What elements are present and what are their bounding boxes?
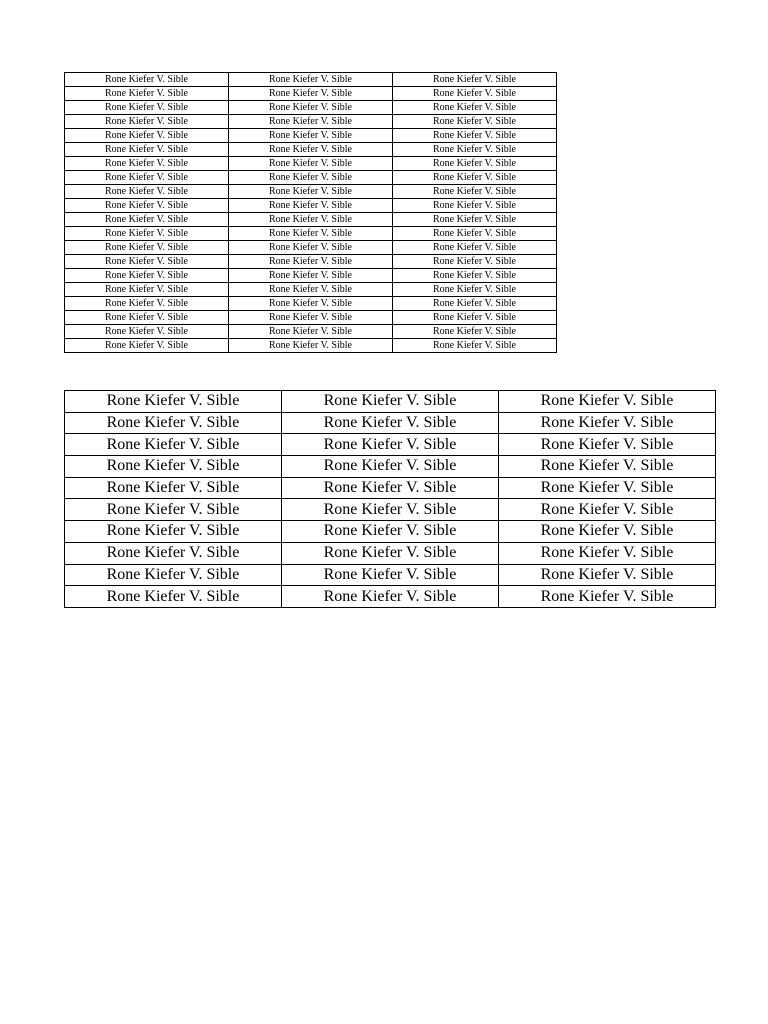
table-cell: Rone Kiefer V. Sible <box>282 499 499 521</box>
table-cell: Rone Kiefer V. Sible <box>65 564 282 586</box>
table-row <box>65 101 557 115</box>
table-row <box>65 255 557 269</box>
table-row <box>65 564 716 586</box>
table-cell: Rone Kiefer V. Sible <box>282 542 499 564</box>
table-cell: Rone Kiefer V. Sible <box>65 521 282 543</box>
table-cell: Rone Kiefer V. Sible <box>229 143 393 157</box>
table-cell: Rone Kiefer V. Sible <box>229 213 393 227</box>
table-cell: Rone Kiefer V. Sible <box>393 143 557 157</box>
table-cell: Rone Kiefer V. Sible <box>229 339 393 353</box>
table-cell: Rone Kiefer V. Sible <box>393 213 557 227</box>
table-row <box>65 87 557 101</box>
table-row <box>65 434 716 456</box>
table-cell: Rone Kiefer V. Sible <box>229 129 393 143</box>
table-row <box>65 213 557 227</box>
table-row <box>65 391 716 413</box>
table-cell: Rone Kiefer V. Sible <box>393 73 557 87</box>
table-row <box>65 143 557 157</box>
table-cell: Rone Kiefer V. Sible <box>65 171 229 185</box>
table-row <box>65 129 557 143</box>
table-row <box>65 586 716 608</box>
small-name-table <box>64 72 557 353</box>
table-cell: Rone Kiefer V. Sible <box>393 157 557 171</box>
table-cell: Rone Kiefer V. Sible <box>282 564 499 586</box>
large-name-table-body <box>65 391 716 608</box>
table-cell: Rone Kiefer V. Sible <box>65 325 229 339</box>
table-cell: Rone Kiefer V. Sible <box>282 586 499 608</box>
table-cell: Rone Kiefer V. Sible <box>229 157 393 171</box>
table-cell: Rone Kiefer V. Sible <box>499 499 716 521</box>
table-row <box>65 412 716 434</box>
small-name-table-body <box>65 73 557 353</box>
table-cell: Rone Kiefer V. Sible <box>229 185 393 199</box>
table-cell: Rone Kiefer V. Sible <box>393 297 557 311</box>
table-cell: Rone Kiefer V. Sible <box>229 311 393 325</box>
table-row <box>65 115 557 129</box>
table-cell: Rone Kiefer V. Sible <box>65 143 229 157</box>
table-cell: Rone Kiefer V. Sible <box>282 434 499 456</box>
table-row <box>65 456 716 478</box>
table-row <box>65 241 557 255</box>
table-cell: Rone Kiefer V. Sible <box>229 101 393 115</box>
table-cell: Rone Kiefer V. Sible <box>65 241 229 255</box>
table-row <box>65 269 557 283</box>
table-cell: Rone Kiefer V. Sible <box>499 477 716 499</box>
table-cell: Rone Kiefer V. Sible <box>65 115 229 129</box>
table-cell: Rone Kiefer V. Sible <box>229 171 393 185</box>
table-cell: Rone Kiefer V. Sible <box>229 269 393 283</box>
table-cell: Rone Kiefer V. Sible <box>393 255 557 269</box>
table-cell: Rone Kiefer V. Sible <box>65 87 229 101</box>
table-cell: Rone Kiefer V. Sible <box>65 227 229 241</box>
table-cell: Rone Kiefer V. Sible <box>499 521 716 543</box>
table-cell: Rone Kiefer V. Sible <box>393 241 557 255</box>
table-cell: Rone Kiefer V. Sible <box>393 227 557 241</box>
table-cell: Rone Kiefer V. Sible <box>65 412 282 434</box>
table-cell: Rone Kiefer V. Sible <box>65 129 229 143</box>
table-row <box>65 477 716 499</box>
table-cell: Rone Kiefer V. Sible <box>65 499 282 521</box>
table-cell: Rone Kiefer V. Sible <box>393 101 557 115</box>
table-cell: Rone Kiefer V. Sible <box>393 325 557 339</box>
table-cell: Rone Kiefer V. Sible <box>393 199 557 213</box>
table-cell: Rone Kiefer V. Sible <box>499 412 716 434</box>
table-cell: Rone Kiefer V. Sible <box>65 542 282 564</box>
table-cell: Rone Kiefer V. Sible <box>65 199 229 213</box>
table-cell: Rone Kiefer V. Sible <box>65 255 229 269</box>
table-cell: Rone Kiefer V. Sible <box>65 283 229 297</box>
table-cell: Rone Kiefer V. Sible <box>65 434 282 456</box>
table-cell: Rone Kiefer V. Sible <box>393 185 557 199</box>
table-cell: Rone Kiefer V. Sible <box>499 391 716 413</box>
table-cell: Rone Kiefer V. Sible <box>393 311 557 325</box>
table-cell: Rone Kiefer V. Sible <box>229 199 393 213</box>
table-row <box>65 199 557 213</box>
table-cell: Rone Kiefer V. Sible <box>65 157 229 171</box>
table-cell: Rone Kiefer V. Sible <box>499 542 716 564</box>
table-cell: Rone Kiefer V. Sible <box>229 325 393 339</box>
large-name-table <box>64 390 716 608</box>
table-cell: Rone Kiefer V. Sible <box>65 269 229 283</box>
table-cell: Rone Kiefer V. Sible <box>229 255 393 269</box>
table-row <box>65 283 557 297</box>
table-cell: Rone Kiefer V. Sible <box>499 564 716 586</box>
table-cell: Rone Kiefer V. Sible <box>65 73 229 87</box>
table-row <box>65 171 557 185</box>
table-cell: Rone Kiefer V. Sible <box>229 241 393 255</box>
table-cell: Rone Kiefer V. Sible <box>282 456 499 478</box>
table-cell: Rone Kiefer V. Sible <box>65 586 282 608</box>
table-cell: Rone Kiefer V. Sible <box>499 456 716 478</box>
table-cell: Rone Kiefer V. Sible <box>65 297 229 311</box>
table-cell: Rone Kiefer V. Sible <box>393 171 557 185</box>
table-row <box>65 339 557 353</box>
table-row <box>65 325 557 339</box>
table-row <box>65 521 716 543</box>
table-cell: Rone Kiefer V. Sible <box>499 434 716 456</box>
table-cell: Rone Kiefer V. Sible <box>393 115 557 129</box>
table-cell: Rone Kiefer V. Sible <box>65 456 282 478</box>
table-row <box>65 542 716 564</box>
table-row <box>65 185 557 199</box>
table-cell: Rone Kiefer V. Sible <box>229 73 393 87</box>
table-cell: Rone Kiefer V. Sible <box>229 227 393 241</box>
table-cell: Rone Kiefer V. Sible <box>65 101 229 115</box>
table-row <box>65 227 557 241</box>
table-row <box>65 297 557 311</box>
table-row <box>65 311 557 325</box>
table-cell: Rone Kiefer V. Sible <box>393 129 557 143</box>
table-row <box>65 157 557 171</box>
table-cell: Rone Kiefer V. Sible <box>229 283 393 297</box>
table-cell: Rone Kiefer V. Sible <box>282 521 499 543</box>
table-cell: Rone Kiefer V. Sible <box>393 87 557 101</box>
table-cell: Rone Kiefer V. Sible <box>65 477 282 499</box>
table-cell: Rone Kiefer V. Sible <box>65 185 229 199</box>
table-cell: Rone Kiefer V. Sible <box>229 115 393 129</box>
table-cell: Rone Kiefer V. Sible <box>393 283 557 297</box>
table-cell: Rone Kiefer V. Sible <box>282 477 499 499</box>
table-cell: Rone Kiefer V. Sible <box>393 269 557 283</box>
table-cell: Rone Kiefer V. Sible <box>65 391 282 413</box>
table-cell: Rone Kiefer V. Sible <box>65 213 229 227</box>
table-cell: Rone Kiefer V. Sible <box>499 586 716 608</box>
table-cell: Rone Kiefer V. Sible <box>282 412 499 434</box>
table-row <box>65 73 557 87</box>
table-cell: Rone Kiefer V. Sible <box>393 339 557 353</box>
table-cell: Rone Kiefer V. Sible <box>282 391 499 413</box>
table-cell: Rone Kiefer V. Sible <box>65 339 229 353</box>
table-cell: Rone Kiefer V. Sible <box>65 311 229 325</box>
table-row <box>65 499 716 521</box>
table-cell: Rone Kiefer V. Sible <box>229 297 393 311</box>
table-cell: Rone Kiefer V. Sible <box>229 87 393 101</box>
